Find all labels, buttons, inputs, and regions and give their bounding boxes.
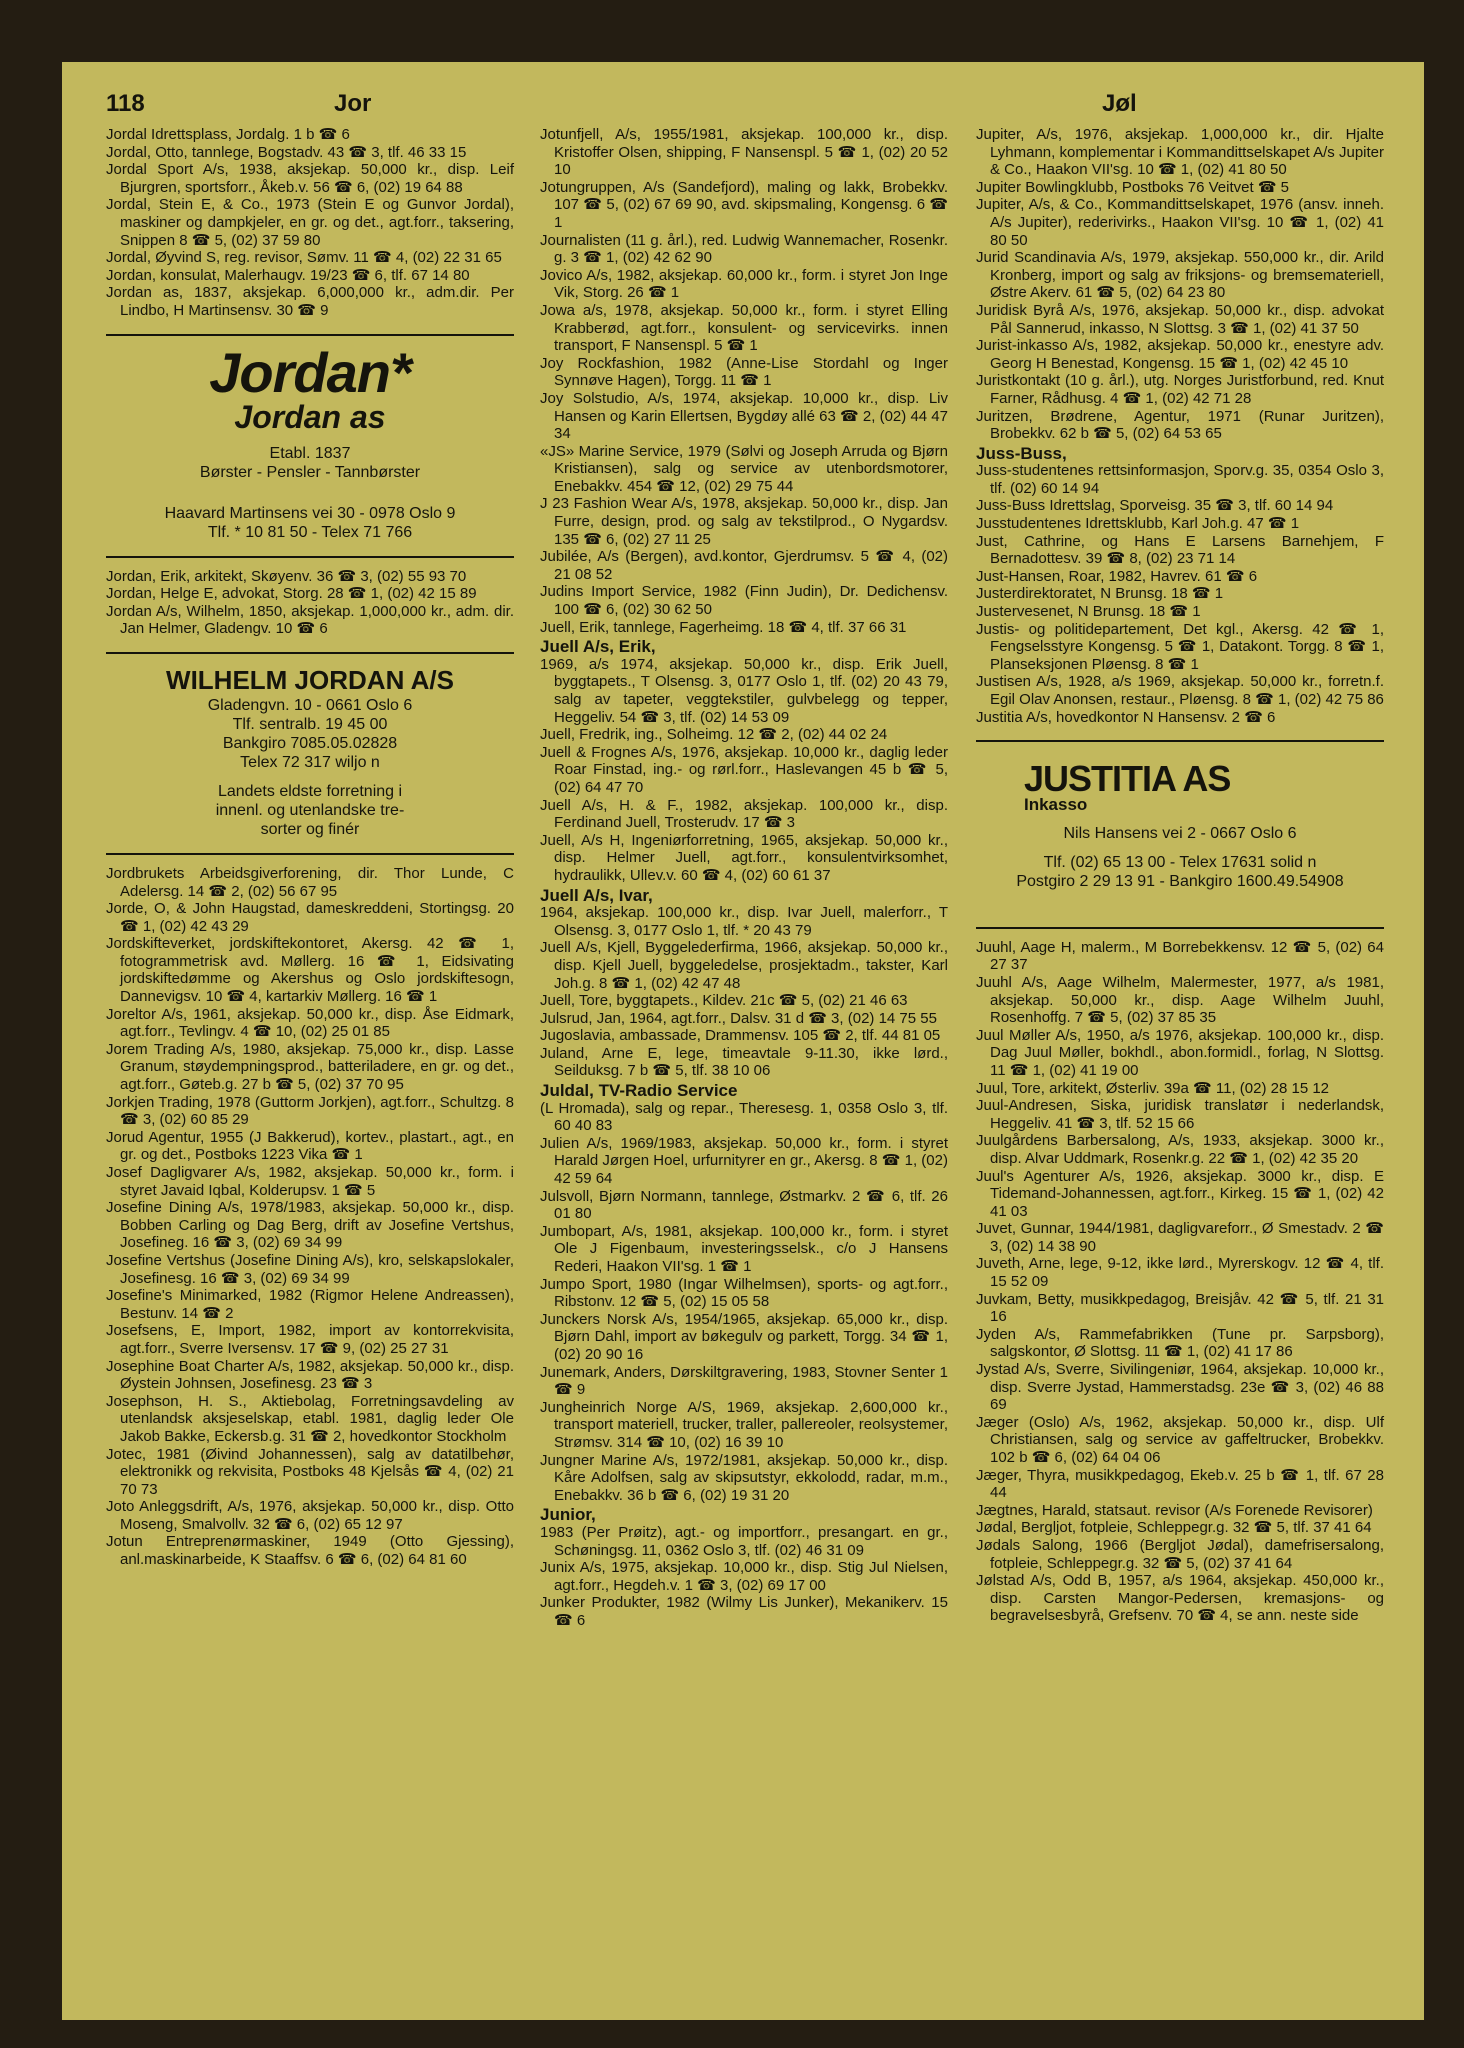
ad-address: Nils Hansens vei 2 - 0667 Oslo 6: [1063, 824, 1297, 842]
ad-address: Haavard Martinsens vei 30 - 0978 Oslo 9: [164, 504, 456, 522]
list-item: Jungheinrich Norge A/S, 1969, aksjekap. 2,600,000 kr., transport materiell, trucker, traller, pallereoler, reolsystemer, Strømsv. 314 ☎ 10, (02) 16 39 10: [540, 1398, 948, 1451]
list-item: Jupiter, A/s, 1976, aksjekap. 1,000,000 kr., dir. Hjalte Lyhmann, komplementar i Kommandittselskapet A/s Jupiter & Co., Haakon VII'sg. 10 ☎ 1, (02) 41 80 50: [976, 126, 1384, 179]
list-item: Juell, Tore, byggtapets., Kildev. 21c ☎ 5, (02) 21 46 63: [540, 992, 908, 1010]
list-item: Juul-Andresen, Siska, juridisk translatør i nederlandsk, Heggeliv. 41 ☎ 3, tlf. 52 15 66: [976, 1097, 1384, 1132]
jordan-logo: Jordan*: [209, 340, 411, 404]
list-item: Jupiter, A/s, & Co., Kommandittselskapet, 1976 (ansv. inneh. A/s Jupiter), rederivirks., Haakon VII'sg. 10 ☎ 1, (02) 41 80 50: [976, 196, 1384, 249]
list-item: Jordan, Helge E, advokat, Storg. 28 ☎ 1, (02) 42 15 89: [106, 585, 477, 603]
ad-phone: Tlf. * 10 81 50 - Telex 71 766: [207, 523, 413, 541]
list-item: 1969, a/s 1974, aksjekap. 50,000 kr., disp. Erik Juell, byggtapets., T Olsensg. 3, 0177 Oslo 1, tlf. (02) 20 43 79, salg av tapeter, veggtekstiler, gulvbelegg og tepper, Heggeliv. 54 ☎ 3, tlf. (02) 14 53 09: [540, 655, 948, 726]
list-item: Jorkjen Trading, 1978 (Guttorm Jorkjen), agt.forr., Schultzg. 8 ☎ 3, (02) 60 85 29: [106, 1093, 514, 1129]
list-item: Julsvoll, Bjørn Normann, tannlege, Østmarkv. 2 ☎ 6, tlf. 26 01 80: [540, 1187, 948, 1223]
list-item: Juell A/s, H. & F., 1982, aksjekap. 100,000 kr., disp. Ferdinand Juell, Trosterudv. 17 ☎ 3: [540, 796, 948, 832]
list-item: Jugoslavia, ambassade, Drammensv. 105 ☎ 2, tlf. 44 81 05: [540, 1027, 941, 1045]
list-item: Julsrud, Jan, 1964, agt.forr., Dalsv. 31 d ☎ 3, (02) 14 75 55: [540, 1009, 937, 1027]
list-item: Juul's Agenturer A/s, 1926, aksjekap. 3000 kr., disp. E Tidemand-Johannessen, agt.forr., Kirkeg. 15 ☎ 1, (02) 42 41 03: [976, 1167, 1384, 1220]
list-item: Junix A/s, 1975, aksjekap. 10,000 kr., disp. Stig Jul Nielsen, agt.forr., Hegdeh.v. 1 ☎ 3, (02) 69 17 00: [540, 1559, 948, 1594]
list-item: Jupiter Bowlingklubb, Postboks 76 Veitvet ☎ 5: [976, 178, 1290, 196]
list-item: Jotun Entreprenørmaskiner, 1949 (Otto Gjessing), anl.maskinarbeide, K Staaffsv. 6 ☎ 6, (02) 64 81 60: [106, 1533, 514, 1569]
entries-group: [540, 726, 948, 884]
list-item: J 23 Fashion Wear A/s, 1978, aksjekap. 50,000 kr., disp. Jan Furre, design, prod. og salg av tekstilprod., O Nygardsv. 135 ☎ 6, (02) 27 11 25: [540, 495, 948, 548]
list-item: Juul Møller A/s, 1950, a/s 1976, aksjekap. 100,000 kr., disp. Dag Juul Møller, bokhdl., abon.formidl., forlag, N Slottsg. 11 ☎ 1, (02) 41 19 00: [976, 1026, 1384, 1079]
section-heading: Juldal, TV-Radio Service: [540, 1081, 738, 1101]
list-item: Josephson, H. S., Aktiebolag, Forretningsavdeling av utenlandsk aksjeselskap, etabl. 1981, daglig leder Ole Jakob Bakke, Eckersb.g. 31 ☎ 2, hovedkontor Stockholm: [106, 1392, 514, 1445]
list-item: Jurist-inkasso A/s, 1982, aksjekap. 50,000 kr., enestyre adv. Georg H Benestad, Kongensg. 15 ☎ 1, (02) 42 45 10: [976, 337, 1384, 372]
wilhelm-jordan-ad: [106, 664, 514, 839]
header-right-word: Jøl: [1102, 90, 1137, 117]
list-item: Juveth, Arne, lege, 9-12, ikke lørd., Myrerskogv. 12 ☎ 4, tlf. 15 52 09: [976, 1255, 1384, 1291]
list-item: Junemark, Anders, Dørskiltgravering, 1983, Stovner Senter 1 ☎ 9: [540, 1363, 948, 1399]
divider: [106, 652, 514, 654]
list-item: 1964, aksjekap. 100,000 kr., disp. Ivar Juell, malerforr., T Olsensg. 3, 0177 Oslo 1, tlf. * 20 43 79: [540, 904, 948, 939]
list-item: Joreltor A/s, 1961, aksjekap. 50,000 kr., disp. Åse Eidmark, agt.forr., Tevlingv. 4 ☎ 10, (02) 25 01 85: [106, 1005, 514, 1041]
ad-line: Telex 72 317 wiljo n: [240, 753, 380, 771]
list-item: Juell A/s, Kjell, Byggelederfirma, 1966, aksjekap. 50,000 kr., disp. Kjell Juell, byggeledelse, prosjektadm., takster, Karl Joh.g. 8 ☎ 1, (02) 42 47 48: [540, 939, 948, 992]
list-item: Just, Cathrine, og Hans E Larsens Barnehjem, F Bernadottesv. 39 ☎ 8, (02) 23 71 14: [976, 532, 1384, 568]
ad-title: WILHELM JORDAN A/S: [166, 664, 454, 695]
ad-giro: Postgiro 2 29 13 91 - Bankgiro 1600.49.54908: [1016, 872, 1344, 890]
list-item: Justervesenet, N Brunsg. 18 ☎ 1: [976, 603, 1201, 621]
divider: [976, 927, 1384, 929]
list-item: Julien A/s, 1969/1983, aksjekap. 50,000 kr., form. i styret Harald Jørgen Hoel, urfurnityrer en gr., Akersg. 8 ☎ 1, (02) 42 59 64: [540, 1134, 948, 1188]
list-item: Journalisten (11 g. årl.), red. Ludwig Wannemacher, Rosenkr. g. 3 ☎ 1, (02) 42 62 90: [540, 231, 948, 267]
list-item: Juss-studentenes rettsinformasjon, Sporv.g. 35, 0354 Oslo 3, tlf. (02) 60 14 94: [976, 462, 1384, 497]
list-item: Jordal, Otto, tannlege, Bogstadv. 43 ☎ 3, tlf. 46 33 15: [106, 143, 467, 161]
list-item: Justis- og politidepartement, Det kgl., Akersg. 42 ☎ 1, Fengselsstyre Kongensg. 5 ☎ 1, Datakont. Torgg. 8 ☎ 1, Planseksjonen Pløensg. 8 ☎ 1: [976, 620, 1384, 673]
ad-company-name: Jordan as: [234, 398, 386, 435]
list-item: Jumpo Sport, 1980 (Ingar Wilhelmsen), sports- og agt.forr., Ribstonv. 12 ☎ 5, (02) 15 05 58: [540, 1275, 948, 1311]
entries-group: [540, 1559, 948, 1629]
ad-line: sorter og finér: [260, 820, 360, 838]
list-item: Jystad A/s, Sverre, Sivilingeniør, 1964, aksjekap. 10,000 kr., disp. Sverre Jystad, Hammerstadsg. 23e ☎ 3, (02) 46 88 69: [976, 1361, 1384, 1414]
list-item: Jusstudentenes Idrettsklubb, Karl Joh.g. 47 ☎ 1: [976, 515, 1300, 533]
list-item: Juristkontakt (10 g. årl.), utg. Norges Juristforbund, red. Knut Farner, Rådhusg. 4 ☎ 1, (02) 42 71 28: [976, 372, 1384, 407]
list-item: Jubilée, A/s (Bergen), avd.kontor, Gjerdrumsv. 5 ☎ 4, (02) 21 08 52: [540, 548, 948, 583]
justitia-ad: [976, 752, 1384, 913]
ad-products: Børster - Pensler - Tannbørster: [199, 463, 421, 481]
jordan-as-ad: [106, 340, 514, 542]
column-2: [540, 126, 948, 1629]
list-item: Joto Anleggsdrift, A/s, 1976, aksjekap. 50,000 kr., disp. Otto Moseng, Smalvollv. 32 ☎ 6, (02) 65 12 97: [106, 1498, 514, 1533]
entries-group: [106, 126, 514, 320]
list-item: 1983 (Per Prøitz), agt.- og importforr., presangart. en gr., Schøningsg. 11, 0362 Oslo 3, tlf. (02) 46 31 09: [540, 1523, 948, 1559]
list-item: Jotec, 1981 (Øivind Johannessen), salg av datatilbehør, elektronikk og rekvisita, Postboks 48 Kjelsås ☎ 4, (02) 21 70 73: [106, 1445, 514, 1498]
list-item: Jorud Agentur, 1955 (J Bakkerud), kortev., plastart., agt., en gr. og det., Postboks 1223 Vika ☎ 1: [106, 1128, 514, 1164]
list-item: Jordskifteverket, jordskiftekontoret, Akersg. 42 ☎ 1, fotogrammetrisk avd. Møllerg. 16 ☎ 1, Eidsivating jordskiftedømme og Akershus og Oslo jordskiftesogn, Dannevigsv. 10 ☎ 4, kartarkiv Møllerg. 16 ☎ 1: [106, 935, 514, 1006]
list-item: Jødal, Bergljot, fotpleie, Schleppegr.g. 32 ☎ 5, tlf. 37 41 64: [976, 1519, 1372, 1537]
list-item: Josefine Dining A/s, 1978/1983, aksjekap. 50,000 kr., disp. Bobben Carling og Dag Berg, drift av Josefine Vertshus, Josefineg. 16 ☎ 3, (02) 69 34 99: [106, 1199, 514, 1252]
list-item: Justisen A/s, 1928, a/s 1969, aksjekap. 50,000 kr., forretn.f. Egil Olav Anonsen, restaur., Pløensg. 8 ☎ 1, (02) 42 75 86: [976, 673, 1384, 708]
entries-group: [976, 939, 1384, 1625]
list-item: Jordbrukets Arbeidsgiverforening, dir. Thor Lunde, C Adelersg. 14 ☎ 2, (02) 56 67 95: [106, 864, 514, 900]
list-item: Josefine Vertshus (Josefine Dining A/s), kro, selskapslokaler, Josefinesg. 16 ☎ 3, (02) 69 34 99: [106, 1251, 514, 1287]
ad-established: Etabl. 1837: [269, 444, 351, 462]
entries-group: [540, 939, 948, 1080]
list-item: Jordal Idrettsplass, Jordalg. 1 b ☎ 6: [106, 126, 350, 143]
ad-phone: Tlf. (02) 65 13 00 - Telex 17631 solid n: [1043, 853, 1317, 871]
ad-lines: [106, 696, 514, 772]
list-item: Juell, Erik, tannlege, Fagerheimg. 18 ☎ 4, tlf. 37 66 31: [540, 618, 907, 636]
entries-group: [976, 126, 1384, 443]
list-item: Juvkam, Betty, musikkpedagog, Breisjåv. 42 ☎ 5, tlf. 21 31 16: [976, 1290, 1384, 1326]
divider: [106, 556, 514, 558]
list-item: Justitia A/s, hovedkontor N Hansensv. 2 ☎ 6: [976, 708, 1276, 726]
list-item: Jødals Salong, 1966 (Bergljot Jødal), damefrisersalong, fotpleie, Schleppegr.g. 32 ☎ 5, (02) 37 41 64: [976, 1536, 1384, 1572]
list-item: Josephine Boat Charter A/s, 1982, aksjekap. 50,000 kr., disp. Øystein Johnsen, Josefinesg. 23 ☎ 3: [106, 1357, 514, 1393]
entries-group: [540, 126, 948, 636]
section-heading: Juss-Buss,: [976, 443, 1067, 463]
ad-line: Tlf. sentralb. 19 45 00: [232, 715, 388, 733]
list-item: Juuhl A/s, Aage Wilhelm, Malermester, 1977, a/s 1981, aksjekap. 50,000 kr., disp. Aage Wilhelm Juuhl, Rosenhoffg. 7 ☎ 5, (02) 37 85 35: [976, 973, 1384, 1027]
list-item: Junckers Norsk A/s, 1954/1965, aksjekap. 65,000 kr., disp. Bjørn Dahl, import av bøkegulv og parkett, Torgg. 34 ☎ 1, (02) 20 90 16: [540, 1310, 948, 1363]
list-item: Josef Dagligvarer A/s, 1982, aksjekap. 50,000 kr., form. i styret Javaid Iqbal, Kolderupsv. 1 ☎ 5: [106, 1164, 514, 1199]
list-item: Juell & Frognes A/s, 1976, aksjekap. 10,000 kr., daglig leder Roar Finstad, ing.- og rørl.forr., Haslevangen 45 b ☎ 5, (02) 64 47 70: [540, 743, 948, 796]
list-item: Juritzen, Brødrene, Agentur, 1971 (Runar Juritzen), Brobekkv. 62 b ☎ 5, (02) 64 53 65: [976, 407, 1384, 443]
directory-page: [62, 62, 1424, 2020]
section-heading: Juell A/s, Erik,: [540, 637, 656, 657]
list-item: Justerdirektoratet, N Brunsg. 18 ☎ 1: [976, 585, 1224, 603]
list-item: Josefine's Minimarked, 1982 (Rigmor Helene Andreassen), Bestunv. 14 ☎ 2: [106, 1287, 514, 1322]
ad-line: Bankgiro 7085.05.02828: [222, 734, 398, 752]
list-item: Jyden A/s, Rammefabrikken (Tune pr. Sarpsborg), salgskontor, Ø Slottsg. 11 ☎ 1, (02) 41 17 86: [976, 1325, 1384, 1361]
list-item: Juuhl, Aage H, malerm., M Borrebekkensv. 12 ☎ 5, (02) 64 27 37: [976, 938, 1384, 974]
list-item: Juvet, Gunnar, 1944/1981, dagligvareforr., Ø Smestadv. 2 ☎ 3, (02) 14 38 90: [976, 1220, 1384, 1255]
header-left-word: Jor: [334, 90, 372, 117]
list-item: Jovico A/s, 1982, aksjekap. 60,000 kr., form. i styret Jon Inge Vik, Storg. 26 ☎ 1: [540, 266, 948, 302]
list-item: Juell, A/s H, Ingeniørforretning, 1965, aksjekap. 50,000 kr., disp. Helmer Juell, agt.forr., konsulentvirksomhet, hydraulikk, Ullev.v. 60 ☎ 4, (02) 60 61 37: [540, 831, 948, 884]
ad-line: Gladengvn. 10 - 0661 Oslo 6: [207, 696, 413, 714]
entries-group: [976, 462, 1384, 726]
list-item: Jølstad A/s, Odd B, 1957, a/s 1964, aksjekap. 450,000 kr., disp. Carsten Mangor-Pedersen, kremasjons- og begravelsesbyrå, Grefsenv. 70 ☎ 4, se ann. neste side: [976, 1572, 1384, 1625]
entries-group: [540, 1135, 948, 1504]
list-item: Jæger (Oslo) A/s, 1962, aksjekap. 50,000 kr., disp. Ulf Christiansen, salg og service av gaffeltrucker, Brobekkv. 102 b ☎ 6, (02) 64 04 06: [976, 1413, 1384, 1466]
list-item: Jordan A/s, Wilhelm, 1850, aksjekap. 1,000,000 kr., adm. dir. Jan Helmer, Gladengv. 10 ☎ 6: [106, 602, 514, 638]
list-item: Jægtnes, Harald, statsaut. revisor (A/s Forenede Revisorer): [976, 1501, 1373, 1519]
list-item: Juulgårdens Barbersalong, A/s, 1933, aksjekap. 3000 kr., disp. Alvar Uddmark, Rosenkr.g. 22 ☎ 1, (02) 42 35 20: [976, 1132, 1384, 1167]
section-heading: Junior,: [540, 1505, 596, 1525]
list-item: «JS» Marine Service, 1979 (Sølvi og Joseph Arruda og Bjørn Kristiansen), salg og service av utenbordsmotorer, Enebakkv. 454 ☎ 12, (02) 29 75 44: [540, 442, 948, 495]
divider: [976, 740, 1384, 742]
list-item: Jotunfjell, A/s, 1955/1981, aksjekap. 100,000 kr., disp. Kristoffer Olsen, shipping, F Nansenspl. 5 ☎ 1, (02) 20 52 10: [540, 126, 948, 179]
list-item: Jorde, O, & John Haugstad, dameskreddeni, Stortingsg. 20 ☎ 1, (02) 42 43 29: [106, 900, 514, 935]
ad-subtitle: Inkasso: [1024, 795, 1088, 815]
list-item: Juridisk Byrå A/s, 1976, aksjekap. 50,000 kr., disp. advokat Pål Sannerud, inkasso, N Slottsg. 3 ☎ 1, (02) 41 37 50: [976, 301, 1384, 337]
ad-line: innenl. og utenlandske tre-: [215, 801, 405, 819]
list-item: Jordan, Erik, arkitekt, Skøyenv. 36 ☎ 3, (02) 55 93 70: [106, 567, 467, 585]
list-item: Jordan, konsulat, Malerhaugv. 19/23 ☎ 6, tlf. 67 14 80: [106, 266, 470, 284]
list-item: Jowa a/s, 1978, aksjekap. 50,000 kr., form. i styret Elling Krabberød, agt.forr., konsulent- og servicevirks. innen transport, F Nansenspl. 5 ☎ 1: [540, 301, 948, 355]
ad-title: JUSTITIA AS: [1024, 758, 1231, 800]
divider: [106, 334, 514, 336]
list-item: Juell, Fredrik, ing., Solheimg. 12 ☎ 2, (02) 44 02 24: [540, 726, 888, 744]
column-3: [976, 126, 1384, 1625]
list-item: Jordal, Øyvind S, reg. revisor, Sømv. 11 ☎ 4, (02) 22 31 65: [106, 249, 502, 267]
ad-line: Landets eldste forretning i: [217, 782, 403, 800]
list-item: Jungner Marine A/s, 1972/1981, aksjekap. 50,000 kr., disp. Kåre Adolfsen, salg av skipsutstyr, ekkolodd, radar, m.m., Enebakkv. 36 b ☎ 6, (02) 19 31 20: [540, 1451, 948, 1504]
column-1: [106, 126, 514, 1569]
list-item: Jæger, Thyra, musikkpedagog, Ekeb.v. 25 b ☎ 1, tlf. 67 28 44: [976, 1466, 1384, 1502]
list-item: Jotungruppen, A/s (Sandefjord), maling og lakk, Brobekkv. 107 ☎ 5, (02) 67 69 90, avd. skipsmaling, Kongensg. 6 ☎ 1: [540, 178, 948, 231]
list-item: (L Hromada), salg og repar., Theresesg. 1, 0358 Oslo 3, tlf. 60 40 83: [540, 1099, 948, 1135]
list-item: Judins Import Service, 1982 (Finn Judin), Dr. Dedichensv. 100 ☎ 6, (02) 30 62 50: [540, 583, 948, 619]
section-heading: Juell A/s, Ivar,: [540, 885, 653, 905]
list-item: Jurid Scandinavia A/s, 1979, aksjekap. 550,000 kr., dir. Arild Kronberg, import og salg av friksjons- og bremsemateriell, Østre Akerv. 61 ☎ 5, (02) 64 23 80: [976, 249, 1384, 302]
list-item: Joy Solstudio, A/s, 1974, aksjekap. 10,000 kr., disp. Liv Hansen og Karin Ellertsen, Bygdøy allé 63 ☎ 2, (02) 44 47 34: [540, 389, 948, 443]
list-item: Juland, Arne E, lege, timeavtale 9-11.30, ikke lørd., Seilduksg. 7 b ☎ 5, tlf. 38 10 06: [540, 1044, 948, 1080]
list-item: Juss-Buss Idrettslag, Sporveisg. 35 ☎ 3, tlf. 60 14 94: [976, 497, 1334, 515]
list-item: Jorem Trading A/s, 1980, aksjekap. 75,000 kr., disp. Lasse Granum, støydempningsprod., batteriladere, en gr. og det., agt.forr., Gøteb.g. 27 b ☎ 5, (02) 37 70 95: [106, 1040, 514, 1094]
list-item: Joy Rockfashion, 1982 (Anne-Lise Stordahl og Inger Synnøve Hagen), Torgg. 11 ☎ 1: [540, 354, 948, 390]
list-item: Juul, Tore, arkitekt, Østerliv. 39a ☎ 11, (02) 28 15 12: [976, 1079, 1330, 1097]
list-item: Jordal Sport A/s, 1938, aksjekap. 50,000 kr., disp. Leif Bjurgren, sportsforr., Åkeb.v. 56 ☎ 6, (02) 19 64 88: [106, 161, 514, 196]
list-item: Just-Hansen, Roar, 1982, Havrev. 61 ☎ 6: [976, 567, 1258, 585]
page-number: 118: [106, 90, 145, 117]
entries-group: [106, 865, 514, 1569]
list-item: Jordal, Stein E, & Co., 1973 (Stein E og Gunvor Jordal), maskiner og dampkjeler, en gr. og det., agt.forr., taksering, Snippen 8 ☎ 5, (02) 37 59 80: [106, 196, 514, 249]
ad-slogan: [106, 782, 514, 839]
divider: [106, 853, 514, 855]
list-item: Jumbopart, A/s, 1981, aksjekap. 100,000 kr., form. i styret Ole J Figenbaum, investeringsselsk., c/o J Hansens Rederi, Haakon VII'sg. 1 ☎ 1: [540, 1222, 948, 1275]
list-item: Junker Produkter, 1982 (Wilmy Lis Junker), Mekanikerv. 15 ☎ 6: [540, 1594, 948, 1629]
entries-group: [106, 568, 514, 638]
list-item: Josefsens, E, Import, 1982, import av kontorrekvisita, agt.forr., Sverre Iversensv. 17 ☎ 9, (02) 25 27 31: [106, 1322, 514, 1357]
list-item: Jordan as, 1837, aksjekap. 6,000,000 kr., adm.dir. Per Lindbo, H Martinsensv. 30 ☎ 9: [106, 284, 514, 319]
